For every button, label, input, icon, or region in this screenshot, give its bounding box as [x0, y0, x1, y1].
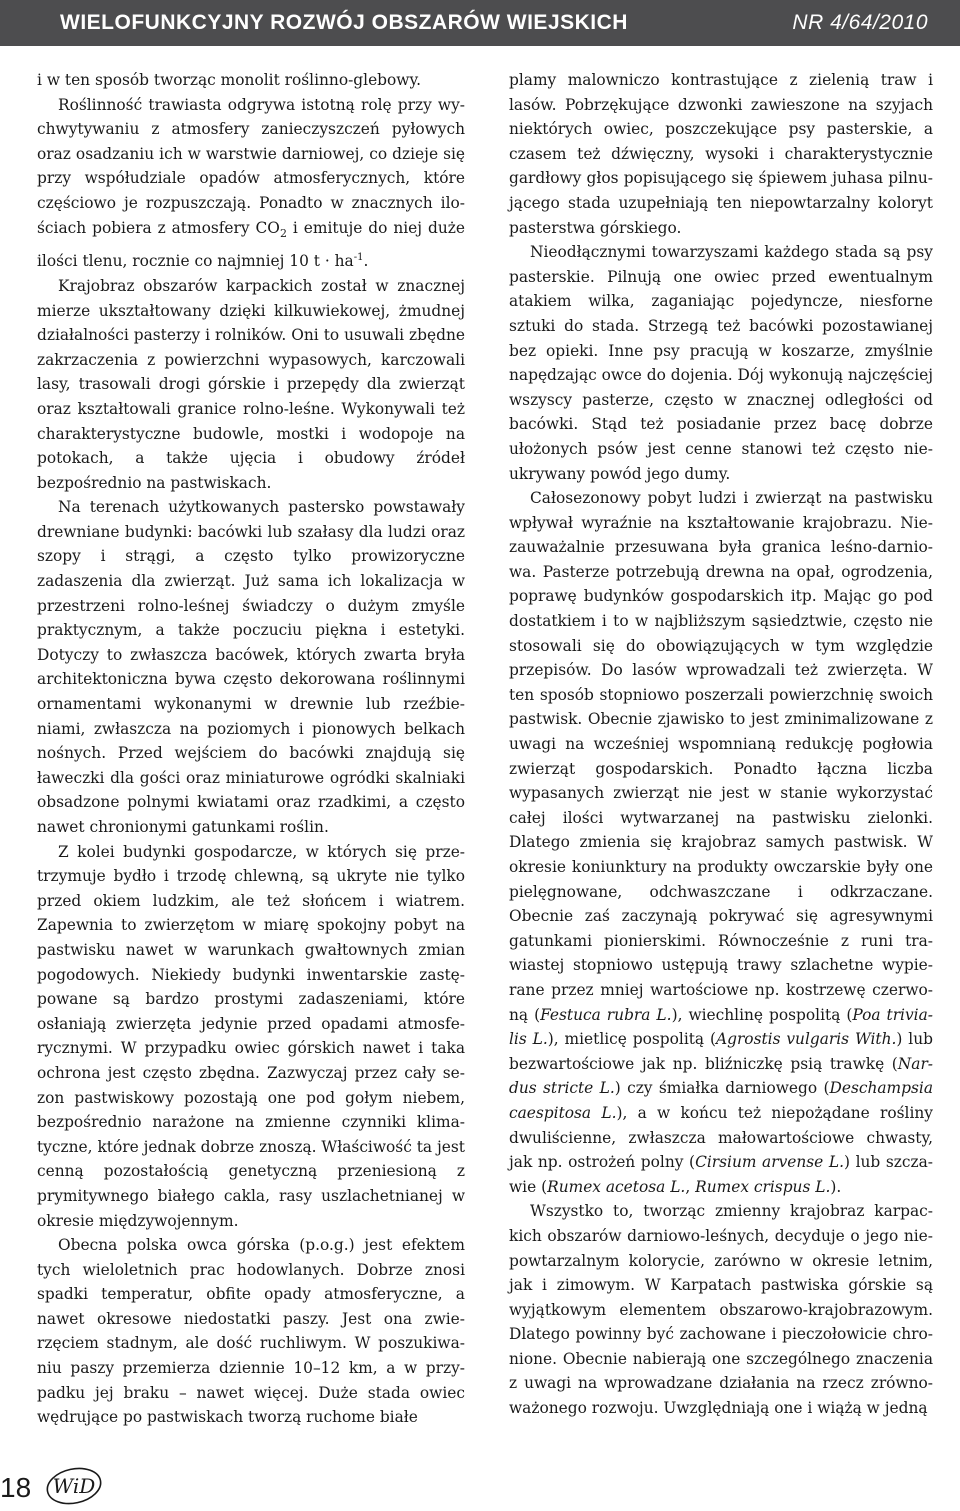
latin-name: Festuca rubra L. [540, 1005, 672, 1024]
right-column [509, 68, 933, 1421]
page-footer [0, 1464, 960, 1511]
wid-logo-icon [44, 1464, 104, 1508]
paragraph: Obecna polska owca górska (p.o.g.) jest efektem tych wieloletnich prac hodowlanych. Dobrze znosi spadki temperatur, obfite opady atmosferyczne, a nawet okresowe niedostatki paszy. Jest ona zwierzęciem stadnym, ale dość ruchliwym. W poszukiwaniu paszy przemierza dziennie 10–12 km, a w przypadku jej braku – nawet więcej. Duże stada owiec wędrujące po pastwiskach tworzą ruchome białe [37, 1236, 465, 1427]
left-column [37, 68, 465, 1430]
latin-name: Rumex acetosa L. [547, 1177, 686, 1196]
paragraph: Wszystko to, tworząc zmienny krajobraz karpackich obszarów darniowo-leśnych, decyduje o jego niepowtarzalnym kolorycie, zarówno w okresie letnim, jak i zimowym. W Karpatach pastwiska górskie są wyjątkowym elementem obszarowo-krajobrazowym. Dlatego powinny być zachowane i pieczołowicie chronione. Obecnie nabierają one szczególnego znaczenia z uwagi na wprowadzane działania na rzecz zrównoważonego rozwoju. Uwzględniają one i wiążą w jedną [509, 1202, 933, 1418]
paragraph: Z kolei budynki gospodarcze, w których się przetrzymuje bydło i trzodę chlewną, są ukryte nie tylko przed okiem ludzkim, ale też słońcem i wiatrem. Zapewnia to zwierzętom w miarę spokojny pobyt na pastwisku nawet w warunkach gwałtownych zmian pogodowych. Niekiedy budynki inwentarskie zastępowane są bardzo prostymi zadaszeniami, które osłaniają zwierzęta jedynie przed opadami atmosferycznymi. W przypadku owiec górskich nawet i taka ochrona jest często zbędna. Zazwyczaj przez cały sezon pastwiskowy pozostają one pod gołym niebem, bezpośrednio narażone na zmienne czynniki klimatyczne, które jednak dobrze znoszą. Właściwość ta jest cenną pozostałością genetyczną przeniesioną z prymitywnego białego cakla, rasy uszlachetnianej w okresie międzywojennym. [37, 842, 465, 1230]
paragraph: Roślinność trawiasta odgrywa istotną rolę przy wychwytywaniu z atmosfery zanieczyszczeń pyłowych oraz osadzaniu ich w warstwie darniowej, co dzieje się przy współudziale opadów atmosferycznych, które częściowo je rozpuszczają. Ponadto w znacznych ilościach pobiera z atmosfery $CO_2$ i emituje do niej duże ilości tlenu, rocznie co najmniej 10 $t \cdot ha^{-1}$. [37, 95, 465, 271]
paragraph: Nieodłącznymi towarzyszami każdego stada są psy pasterskie. Pilnują one owiec przed ewentualnym atakiem wilka, zaganiając pojedyncze, niesforne sztuki do stada. Strzegą też bacówki pozostawianej bez opieki. Inne psy pracują w koszarze, zmyślnie napędzając owce do dojenia. Dój wykonują najczęściej wszyscy pasterze, często w znacznej odległości od bacówki. Stąd też posiadanie przez bacę dobrze ułożonych psów jest cenne stanowi też często nieukrywany powód jego dumy. [509, 243, 933, 483]
latin-name: Cirsium arvense L. [695, 1153, 844, 1172]
journal-title: WIELOFUNKCYJNY ROZWÓJ OBSZARÓW WIEJSKICH [60, 11, 628, 34]
latin-name: Agrostis vulgaris With. [715, 1030, 897, 1049]
page-number: 18 [0, 1472, 32, 1503]
paragraph: Krajobraz obszarów karpackich został w znacznej mierze ukształtowany dzięki kilkuwiekowej, żmudnej działalności pasterzy i rolników. Oni to usuwali zbędne zakrzaczenia z powierzchni wypasowych, karczowali lasy, trasowali drogi górskie i przepędy dla zwierząt oraz kształtowali granice rolno-leśne. Wykonywali też charakterystyczne budowle, mostki i wodopoje na potokach, a także ujęcia i obudowy źródeł bezpośrednio na pastwiskach. [37, 276, 465, 492]
paragraph: Całosezonowy pobyt ludzi i zwierząt na pastwisku wpływał wyraźnie na kształtowanie krajobrazu. Niezauważalnie przesuwana była granica leśno-darniowa. Pasterze potrzebują drewna na opał, ogrodzenia, poprawę budynków gospodarskich itp. Mając go pod dostatkiem i to w najbliższym sąsiedztwie, często nie stosowali się do obowiązujących w tym względzie przepisów. Do lasów wprowadzali też zwierzęta. W ten sposób stopniowo poszerzali powierzchnię swoich pastwisk. Obecnie zjawisko to jest zminimalizowane z uwagi na wcześniej wspomnianą redukcję pogłowia zwierząt gospodarskich. Ponadto łączna liczba wypasanych zwierząt nie jest w stanie wykorzystać całej ilości wytwarzanej na pastwisku zielonki. Dlatego zmienia się krajobraz samych pastwisk. W okresie koniunktury na produkty owczarskie były one pielęgnowane, odchwaszczane i odkrzaczane. Obecnie zaś zaczynają pokrywać się agresywnymi gatunkami pionierskimi. Równocześnie z runi trawiastej stopniowo ustępują trawy szlachetne wypierane przez mniej wartościowe np. kostrzewę czerwoną (Festuca rubra L.), wiechlinę pospolitą (Poa trivialis L.), mietlicę pospolitą (Agrostis vulgaris With.) lub bezwartościowe jak np. bliźniczkę psią trawkę (Nardus stricte L.) czy śmiałka darniowego (Deschampsia caespitosa L.), a w końcu też niepożądane rośliny dwuliścienne, zwłaszcza małowartościowe chwasty, jak np. ostrożeń polny (Cirsium arvense L.) lub szczawie (Rumex acetosa L., Rumex crispus L.). [509, 489, 934, 1196]
latin-name: Rumex crispus L. [695, 1177, 831, 1196]
latin-name: Nardus stricte L. [509, 1054, 933, 1098]
latin-name: Deschampsia caespitosa L. [509, 1079, 933, 1122]
paragraph: Na terenach użytkowanych pastersko powstawały drewniane budynki: bacówki lub szałasy dla ludzi oraz szopy i strągi, a często tylko prowizoryczne zadaszenia dla zwierząt. Już sama ich lokalizacja w przestrzeni rolno-leśnej świadczy o dużym zmyśle praktycznym, a także poczuciu piękna i estetyki. Dotyczy to zwłaszcza bacówek, których zwarta bryła architektoniczna bywa często dekorowana roślinnymi ornamentami wykonanymi w drewnie lub rzeźbieniami, zwłaszcza na poziomych i pionowych belkach nośnych. Przed wejściem do bacówki znajdują się ławeczki dla gości oraz miniaturowe ogródki skalniaki obsadzone polnymi kwiatami oraz rzadkimi, a często nawet chronionymi gatunkami roślin. [37, 498, 465, 837]
running-header [0, 0, 960, 46]
paragraph: plamy malowniczo kontrastujące z zielenią traw i lasów. Pobrzękujące dzwonki zawieszone na szyjach niektórych owiec, poszczekujące psy pasterskie, a czasem też dźwięczny, wysoki i charakterystycznie gardłowy głos popisującego się śpiewem juhasa pilnującego stada uzupełniają ten niepowtarzalny koloryt pasterstwa górskiego. [509, 71, 933, 237]
paragraph: i w ten sposób tworząc monolit roślinno-glebowy. [37, 71, 422, 89]
latin-name: Poa trivialis L. [509, 1005, 933, 1049]
issue-number: NR 4/64/2010 [792, 11, 928, 34]
svg-text:WiD: WiD [52, 1474, 96, 1498]
